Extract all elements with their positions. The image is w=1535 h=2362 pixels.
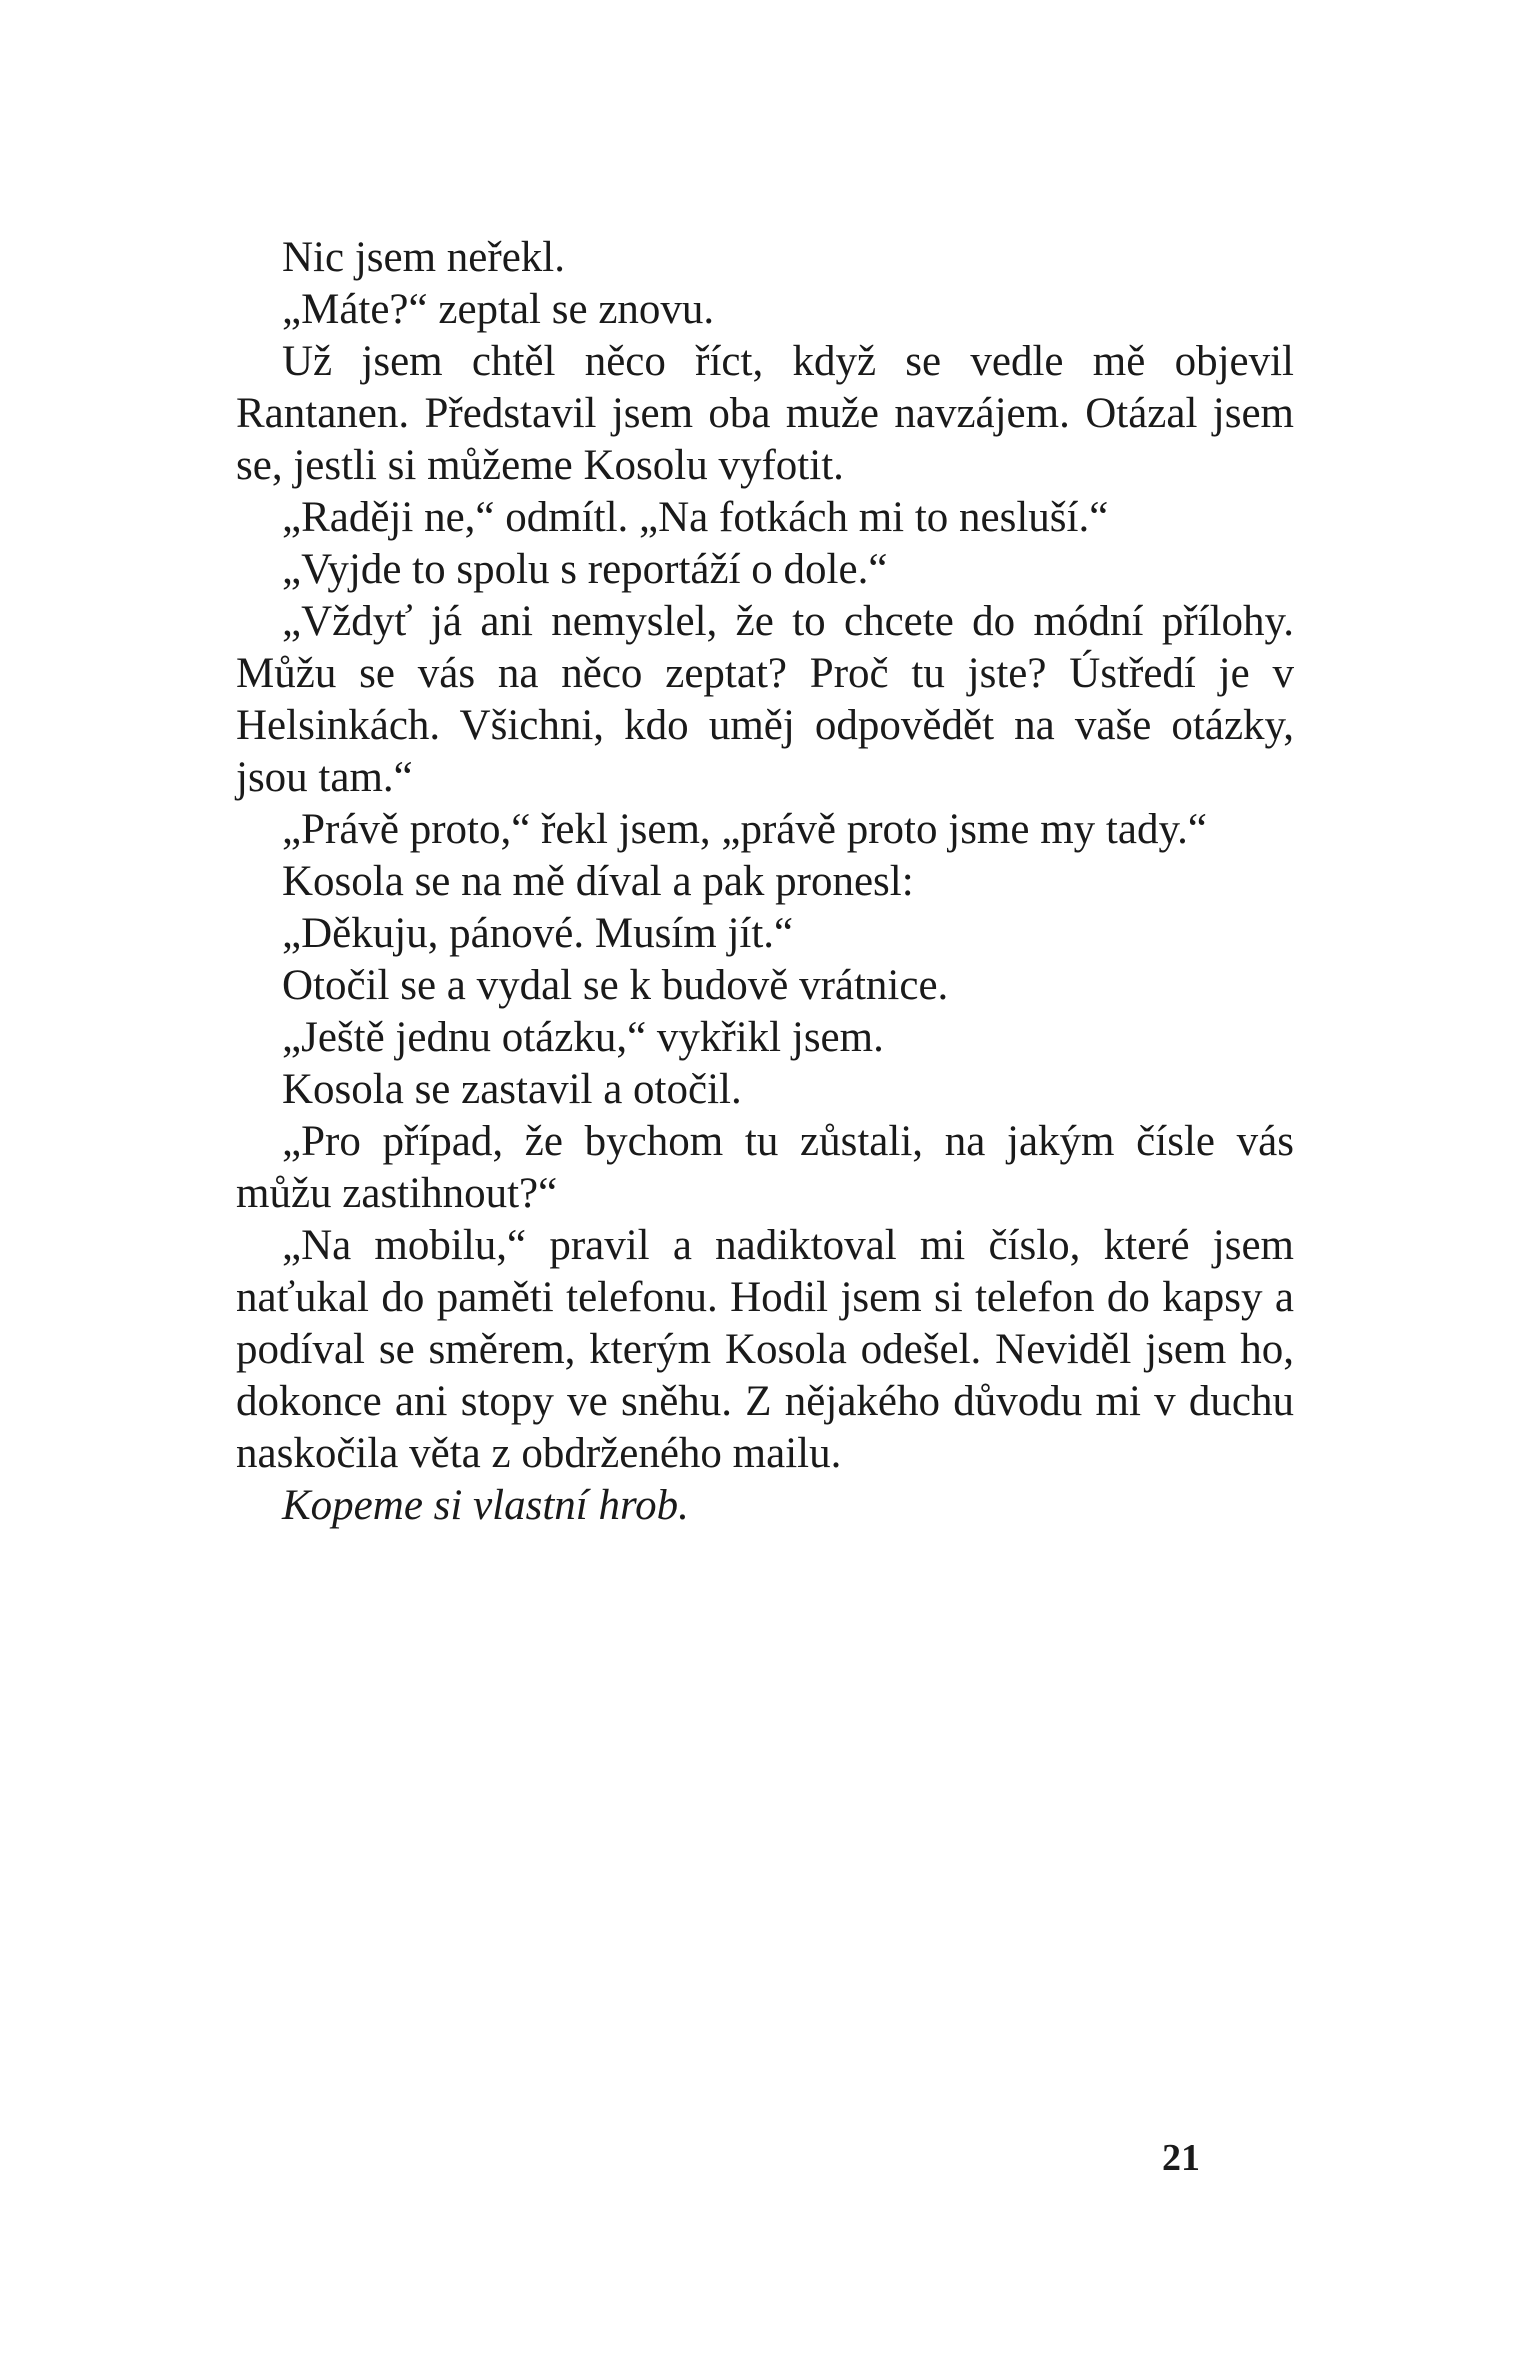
paragraph-9: „Děkuju, pánové. Musím jít.“ <box>282 910 794 957</box>
page-number: 21 <box>1162 2137 1200 2179</box>
paragraph-15-italic: Kopeme si vlastní hrob. <box>282 1482 689 1529</box>
paragraph-12: Kosola se zastavil a otočil. <box>282 1066 742 1113</box>
paragraph-2: „Máte?“ zeptal se znovu. <box>282 286 715 333</box>
paragraph-10: Otočil se a vydal se k budově vrátnice. <box>282 962 949 1009</box>
paragraph-5: „Vyjde to spolu s reportáží o dole.“ <box>282 546 888 593</box>
paragraph-13: „Pro případ, že bychom tu zůstali, na jakým čísle vás můžu zastihnout?“ <box>236 1118 1294 1217</box>
paragraph-11: „Ještě jednu otázku,“ vykřikl jsem. <box>282 1014 884 1061</box>
paragraph-3: Už jsem chtěl něco říct, když se vedle mě objevil Rantanen. Představil jsem oba muže navzájem. Otázal jsem se, jestli si můžeme Kosolu vyfotit. <box>236 338 1294 489</box>
paragraph-1: Nic jsem neřekl. <box>282 234 565 281</box>
body-text <box>236 232 1294 1532</box>
paragraph-8: Kosola se na mě díval a pak pronesl: <box>282 858 914 905</box>
paragraph-14: „Na mobilu,“ pravil a nadiktoval mi číslo, které jsem naťukal do paměti telefonu. Hodil jsem si telefon do kapsy a podíval se směrem, kterým Kosola odešel. Neviděl jsem ho, dokonce ani stopy ve sněhu. Z nějakého důvodu mi v duchu naskočila věta z obdrženého mailu. <box>236 1222 1294 1477</box>
paragraph-7: „Právě proto,“ řekl jsem, „právě proto jsme my tady.“ <box>282 806 1207 853</box>
paragraph-4: „Raději ne,“ odmítl. „Na fotkách mi to nesluší.“ <box>282 494 1109 541</box>
paragraph-6: „Vždyť já ani nemyslel, že to chcete do módní přílohy. Můžu se vás na něco zeptat? Proč tu jste? Ústředí je v Helsinkách. Všichni, kdo uměj odpovědět na vaše otázky, jsou tam.“ <box>236 598 1294 801</box>
